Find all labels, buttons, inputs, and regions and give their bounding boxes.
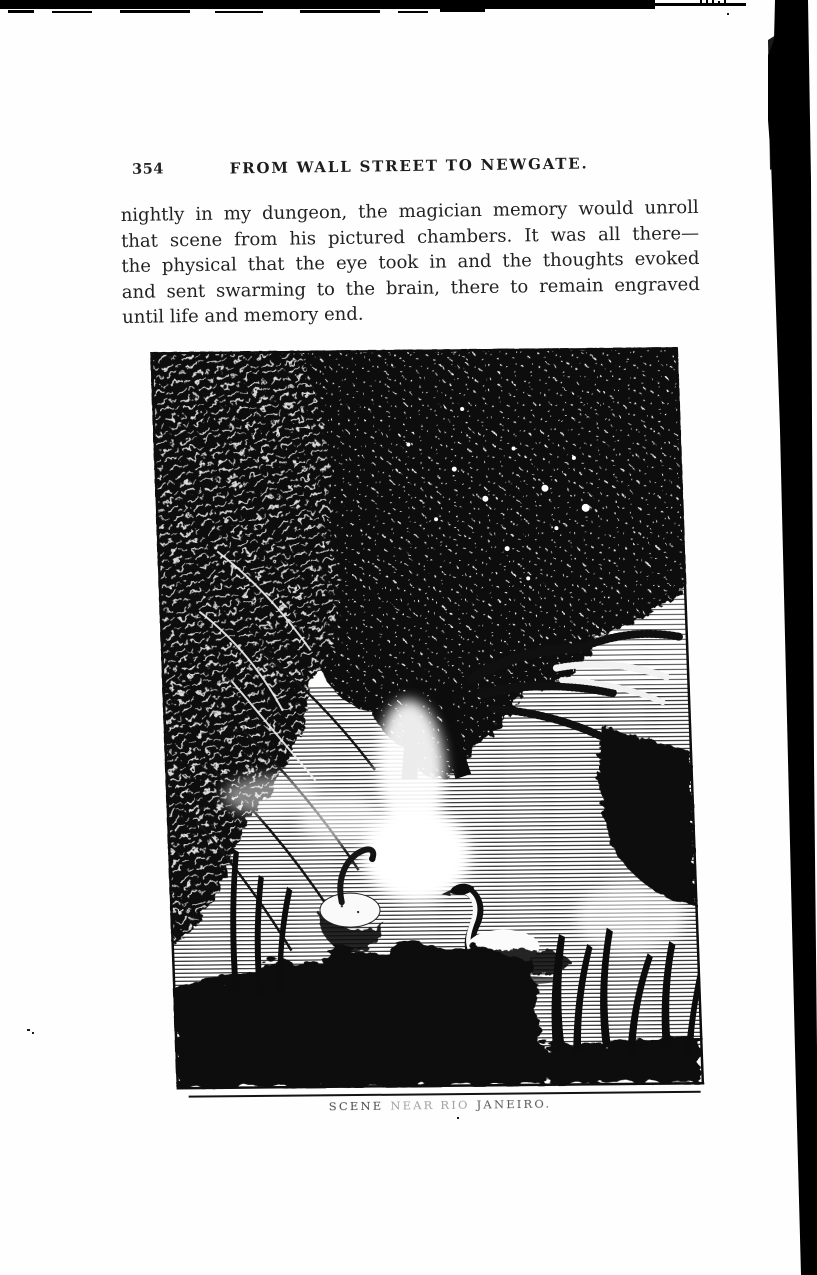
paragraph-line: until life and memory end.	[122, 303, 364, 329]
scan-artifact-top-band	[0, 0, 655, 9]
scan-artifact-dash	[440, 9, 485, 12]
engraving-svg	[150, 347, 704, 1090]
scan-artifact-dash	[398, 11, 428, 13]
scan-artifact-tick	[724, 0, 726, 3]
paragraph-line: nightly in my dungeon, the magician memory would unroll	[120, 196, 699, 226]
scan-artifact-top-band-thin	[620, 3, 746, 6]
scan-artifact-right-strip	[768, 0, 817, 1275]
caption-word-faded: NEAR RIO	[390, 1097, 470, 1113]
scan-artifact-speck	[32, 1032, 34, 1034]
paragraph-line: the physical that the eye took in and the thoughts evoked	[121, 248, 700, 278]
scan-artifact-dash	[300, 10, 380, 13]
scan-artifact-tick	[712, 0, 714, 6]
scan-artifact-speck	[27, 1029, 30, 1031]
scan-artifact-dash	[215, 11, 263, 13]
running-header: FROM WALL STREET TO NEWGATE.	[229, 154, 589, 178]
illustration-engraving	[150, 347, 704, 1090]
caption-word: JANEIRO.	[476, 1096, 552, 1112]
scan-artifact-speck	[457, 1117, 459, 1119]
illustration-caption	[295, 1096, 585, 1114]
running-head-row	[120, 153, 698, 179]
scan-artifact-tick	[718, 1, 720, 5]
caption-word: SCENE	[328, 1098, 384, 1114]
scan-artifact-double-rule	[189, 1091, 701, 1098]
scan-artifact-tick	[706, 0, 708, 4]
scan-artifact-tick	[700, 0, 702, 6]
scan-artifact-dash	[8, 10, 34, 13]
scan-artifact-dash	[52, 11, 92, 13]
paragraph-line: and sent swarming to the brain, there to remain engraved	[121, 273, 700, 303]
paragraph-line: that scene from his pictured chambers. It was all there—	[120, 222, 700, 252]
page-number: 354	[131, 160, 165, 178]
scan-artifact-dash	[120, 10, 190, 13]
text-block	[120, 153, 700, 331]
body-paragraph	[121, 195, 701, 331]
scan-artifact-speck	[727, 13, 729, 15]
